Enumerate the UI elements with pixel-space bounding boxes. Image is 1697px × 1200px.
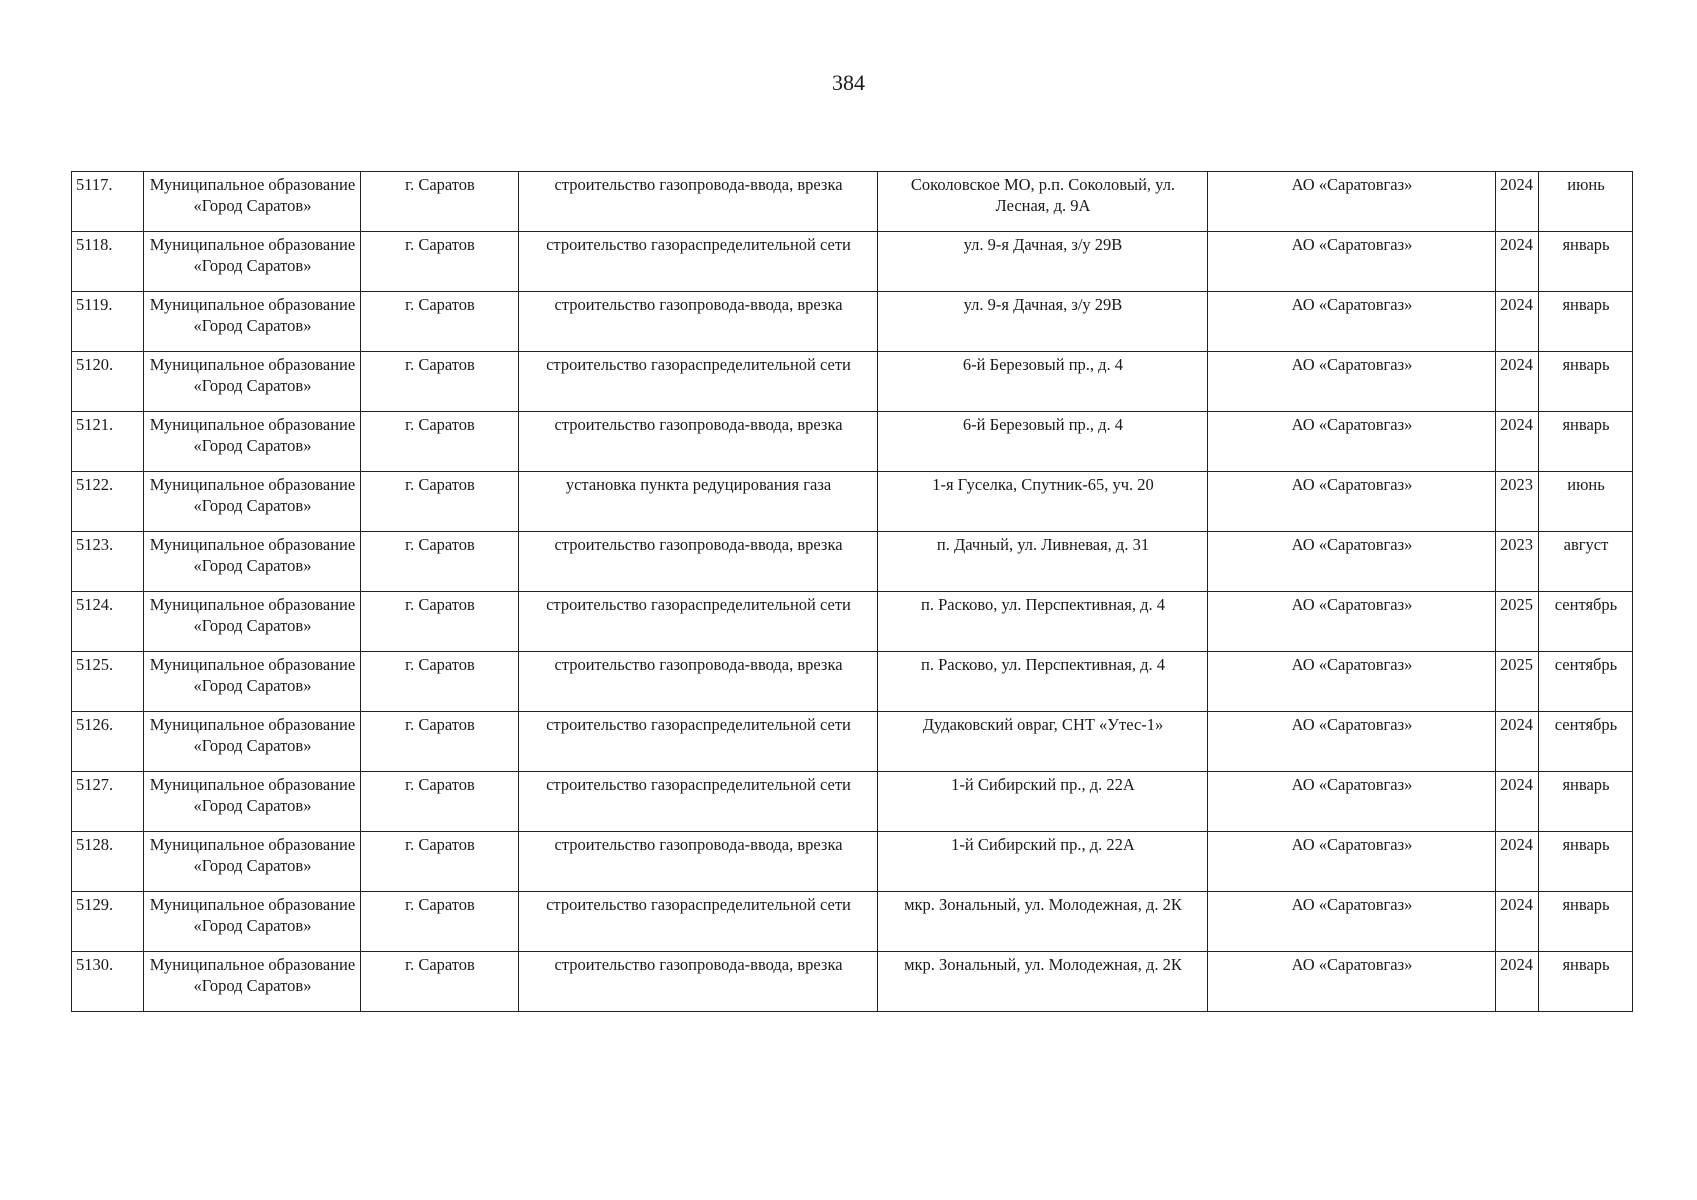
municipality-cell: Муниципальное образование «Город Саратов»	[144, 172, 361, 232]
table-row	[72, 472, 1633, 532]
table-row	[72, 652, 1633, 712]
row-number: 5129.	[72, 892, 144, 952]
year-cell: 2024	[1496, 892, 1539, 952]
address-cell: Соколовское МО, р.п. Соколовый, ул. Лесная, д. 9А	[878, 172, 1208, 232]
municipality-cell: Муниципальное образование «Город Саратов»	[144, 952, 361, 1012]
work-type-cell: строительство газораспределительной сети	[519, 892, 878, 952]
city-cell: г. Саратов	[361, 832, 519, 892]
table-row	[72, 592, 1633, 652]
year-cell: 2025	[1496, 592, 1539, 652]
organization-cell: АО «Саратовгаз»	[1208, 892, 1496, 952]
row-number: 5126.	[72, 712, 144, 772]
table-body	[72, 172, 1633, 1012]
city-cell: г. Саратов	[361, 592, 519, 652]
year-cell: 2024	[1496, 712, 1539, 772]
page-number: 384	[832, 70, 865, 95]
organization-cell: АО «Саратовгаз»	[1208, 952, 1496, 1012]
address-cell: п. Дачный, ул. Ливневая, д. 31	[878, 532, 1208, 592]
address-cell: 1-й Сибирский пр., д. 22А	[878, 832, 1208, 892]
address-cell: п. Расково, ул. Перспективная, д. 4	[878, 592, 1208, 652]
organization-cell: АО «Саратовгаз»	[1208, 532, 1496, 592]
row-number: 5121.	[72, 412, 144, 472]
municipality-cell: Муниципальное образование «Город Саратов»	[144, 652, 361, 712]
municipality-cell: Муниципальное образование «Город Саратов»	[144, 712, 361, 772]
work-type-cell: строительство газораспределительной сети	[519, 592, 878, 652]
work-type-cell: строительство газопровода-ввода, врезка	[519, 532, 878, 592]
municipality-cell: Муниципальное образование «Город Саратов»	[144, 352, 361, 412]
work-type-cell: строительство газораспределительной сети	[519, 772, 878, 832]
table-row	[72, 712, 1633, 772]
table-row	[72, 412, 1633, 472]
table-row	[72, 772, 1633, 832]
year-cell: 2024	[1496, 772, 1539, 832]
city-cell: г. Саратов	[361, 172, 519, 232]
month-cell: январь	[1539, 232, 1633, 292]
organization-cell: АО «Саратовгаз»	[1208, 652, 1496, 712]
year-cell: 2025	[1496, 652, 1539, 712]
row-number: 5130.	[72, 952, 144, 1012]
year-cell: 2024	[1496, 352, 1539, 412]
month-cell: сентябрь	[1539, 652, 1633, 712]
table-row	[72, 832, 1633, 892]
year-cell: 2024	[1496, 952, 1539, 1012]
work-type-cell: строительство газораспределительной сети	[519, 712, 878, 772]
work-type-cell: строительство газопровода-ввода, врезка	[519, 292, 878, 352]
address-cell: 1-й Сибирский пр., д. 22А	[878, 772, 1208, 832]
organization-cell: АО «Саратовгаз»	[1208, 712, 1496, 772]
work-type-cell: строительство газораспределительной сети	[519, 352, 878, 412]
city-cell: г. Саратов	[361, 532, 519, 592]
month-cell: январь	[1539, 292, 1633, 352]
organization-cell: АО «Саратовгаз»	[1208, 292, 1496, 352]
month-cell: январь	[1539, 952, 1633, 1012]
row-number: 5127.	[72, 772, 144, 832]
address-cell: Дудаковский овраг, СНТ «Утес-1»	[878, 712, 1208, 772]
organization-cell: АО «Саратовгаз»	[1208, 832, 1496, 892]
municipality-cell: Муниципальное образование «Город Саратов»	[144, 532, 361, 592]
organization-cell: АО «Саратовгаз»	[1208, 772, 1496, 832]
work-type-cell: строительство газопровода-ввода, врезка	[519, 412, 878, 472]
month-cell: сентябрь	[1539, 592, 1633, 652]
city-cell: г. Саратов	[361, 232, 519, 292]
work-type-cell: строительство газопровода-ввода, врезка	[519, 172, 878, 232]
municipality-cell: Муниципальное образование «Город Саратов»	[144, 892, 361, 952]
organization-cell: АО «Саратовгаз»	[1208, 232, 1496, 292]
work-type-cell: строительство газопровода-ввода, врезка	[519, 832, 878, 892]
month-cell: январь	[1539, 892, 1633, 952]
organization-cell: АО «Саратовгаз»	[1208, 592, 1496, 652]
table-row	[72, 292, 1633, 352]
address-cell: 6-й Березовый пр., д. 4	[878, 352, 1208, 412]
month-cell: сентябрь	[1539, 712, 1633, 772]
year-cell: 2024	[1496, 412, 1539, 472]
municipality-cell: Муниципальное образование «Город Саратов»	[144, 592, 361, 652]
organization-cell: АО «Саратовгаз»	[1208, 352, 1496, 412]
city-cell: г. Саратов	[361, 472, 519, 532]
row-number: 5120.	[72, 352, 144, 412]
city-cell: г. Саратов	[361, 652, 519, 712]
address-cell: 1-я Гуселка, Спутник-65, уч. 20	[878, 472, 1208, 532]
organization-cell: АО «Саратовгаз»	[1208, 412, 1496, 472]
table-row	[72, 172, 1633, 232]
month-cell: январь	[1539, 832, 1633, 892]
year-cell: 2024	[1496, 292, 1539, 352]
work-type-cell: установка пункта редуцирования газа	[519, 472, 878, 532]
gas-works-table	[71, 171, 1633, 1012]
work-type-cell: строительство газопровода-ввода, врезка	[519, 952, 878, 1012]
municipality-cell: Муниципальное образование «Город Саратов»	[144, 232, 361, 292]
address-cell: мкр. Зональный, ул. Молодежная, д. 2К	[878, 892, 1208, 952]
city-cell: г. Саратов	[361, 892, 519, 952]
year-cell: 2024	[1496, 832, 1539, 892]
month-cell: январь	[1539, 352, 1633, 412]
city-cell: г. Саратов	[361, 952, 519, 1012]
month-cell: январь	[1539, 772, 1633, 832]
year-cell: 2024	[1496, 232, 1539, 292]
row-number: 5128.	[72, 832, 144, 892]
work-type-cell: строительство газопровода-ввода, врезка	[519, 652, 878, 712]
work-type-cell: строительство газораспределительной сети	[519, 232, 878, 292]
organization-cell: АО «Саратовгаз»	[1208, 172, 1496, 232]
table-row	[72, 532, 1633, 592]
address-cell: п. Расково, ул. Перспективная, д. 4	[878, 652, 1208, 712]
table-row	[72, 892, 1633, 952]
address-cell: ул. 9-я Дачная, з/у 29В	[878, 232, 1208, 292]
month-cell: январь	[1539, 412, 1633, 472]
city-cell: г. Саратов	[361, 712, 519, 772]
address-cell: 6-й Березовый пр., д. 4	[878, 412, 1208, 472]
table-row	[72, 952, 1633, 1012]
row-number: 5124.	[72, 592, 144, 652]
table-row	[72, 232, 1633, 292]
address-cell: ул. 9-я Дачная, з/у 29В	[878, 292, 1208, 352]
row-number: 5117.	[72, 172, 144, 232]
city-cell: г. Саратов	[361, 352, 519, 412]
year-cell: 2024	[1496, 172, 1539, 232]
municipality-cell: Муниципальное образование «Город Саратов»	[144, 292, 361, 352]
row-number: 5125.	[72, 652, 144, 712]
month-cell: август	[1539, 532, 1633, 592]
table-row	[72, 352, 1633, 412]
city-cell: г. Саратов	[361, 412, 519, 472]
month-cell: июнь	[1539, 472, 1633, 532]
year-cell: 2023	[1496, 472, 1539, 532]
municipality-cell: Муниципальное образование «Город Саратов»	[144, 472, 361, 532]
municipality-cell: Муниципальное образование «Город Саратов»	[144, 772, 361, 832]
row-number: 5122.	[72, 472, 144, 532]
row-number: 5118.	[72, 232, 144, 292]
municipality-cell: Муниципальное образование «Город Саратов»	[144, 412, 361, 472]
city-cell: г. Саратов	[361, 292, 519, 352]
row-number: 5123.	[72, 532, 144, 592]
month-cell: июнь	[1539, 172, 1633, 232]
row-number: 5119.	[72, 292, 144, 352]
city-cell: г. Саратов	[361, 772, 519, 832]
municipality-cell: Муниципальное образование «Город Саратов»	[144, 832, 361, 892]
organization-cell: АО «Саратовгаз»	[1208, 472, 1496, 532]
year-cell: 2023	[1496, 532, 1539, 592]
address-cell: мкр. Зональный, ул. Молодежная, д. 2К	[878, 952, 1208, 1012]
